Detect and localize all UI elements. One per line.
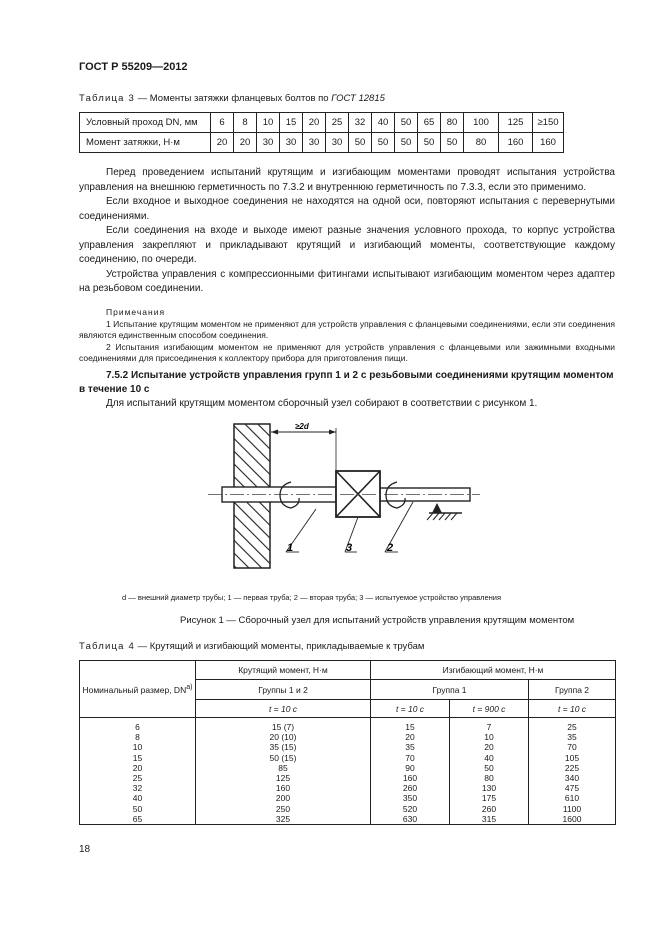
table3-cell: 30 [257, 133, 280, 153]
table3-cell: 30 [303, 133, 326, 153]
table4-cell: 20 [371, 732, 450, 742]
table3-cell: 125 [499, 113, 533, 133]
table4-cell: 10 [80, 742, 196, 752]
table4-cell: 85 [196, 763, 371, 773]
table3-cell: 50 [395, 113, 418, 133]
table4-cell: 50 (15) [196, 753, 371, 763]
section-text [79, 397, 615, 412]
table-row [80, 793, 616, 803]
table4-body [80, 718, 616, 825]
table4-cell: 200 [196, 793, 371, 803]
table3-cell: 30 [326, 133, 349, 153]
table-row [80, 804, 616, 814]
table4-cell: 475 [529, 783, 616, 793]
paragraph: Устройства управления с компрессионными фитингами испытывают изгибающим моментом через адаптер на резьбовом соединении. [79, 268, 615, 294]
table4-cell: 15 [80, 753, 196, 763]
note-item: 1 Испытание крутящим моментом не применяют для устройств управления с фланцевыми соединениями, если эти соединения являются единственным способом соединения. [79, 318, 615, 340]
table4-header-time: t = 10 с [196, 700, 371, 718]
table4-cell: 630 [371, 814, 450, 825]
dimension-arrow [271, 430, 278, 435]
table4-header-torque: Крутящий момент, Н·м [196, 661, 371, 680]
table4-cell: 90 [371, 763, 450, 773]
dimension-arrow [329, 430, 336, 435]
notes-block [79, 307, 615, 365]
table3-cell: 8 [234, 113, 257, 133]
table3-cell: 40 [372, 113, 395, 133]
table4-header-group2: Группа 2 [529, 680, 616, 700]
support-triangle [432, 503, 442, 513]
table4-header-bending: Изгибающий момент, Н·м [371, 661, 616, 680]
table4-cell: 1100 [529, 804, 616, 814]
table-row [80, 753, 616, 763]
table4-cell: 125 [196, 773, 371, 783]
table4-cell: 80 [450, 773, 529, 783]
table4-cell: 1600 [529, 814, 616, 825]
table3-caption [79, 93, 385, 104]
table4-cell: 340 [529, 773, 616, 783]
table4-cell: 35 [371, 742, 450, 752]
table4-cell: 40 [80, 793, 196, 803]
table-row [80, 773, 616, 783]
table4-cell: 610 [529, 793, 616, 803]
notes-title: Примечания [106, 307, 166, 317]
table4-cell: 520 [371, 804, 450, 814]
table4-cell: 260 [450, 804, 529, 814]
document-header: ГОСТ Р 55209—2012 [79, 61, 188, 73]
table4-cell: 50 [80, 804, 196, 814]
table4-header-dn: Номинальный размер, DN$^{a)}$ [80, 661, 196, 718]
table4-cell: 50 [450, 763, 529, 773]
table3-cell: 100 [464, 113, 499, 133]
table3-row-label: Момент затяжки, Н·м [80, 133, 211, 153]
table4-header-row [80, 661, 616, 680]
table3-cell: 20 [211, 133, 234, 153]
table3 [79, 112, 564, 153]
paragraph: Перед проведением испытаний крутящим и изгибающим моментами проводят испытания устройства управления на внешнюю герметичность по 7.3.2 и внутреннюю герметичность по 7.3.3, если это применимо. [79, 167, 615, 193]
dimension-label: ≥2d [295, 422, 309, 431]
table3-cell: 65 [418, 113, 441, 133]
table3-cell: 50 [418, 133, 441, 153]
table4-caption-label: Таблица 4 [79, 641, 135, 652]
table3-cell: 50 [441, 133, 464, 153]
paragraph: Для испытаний крутящим моментом сборочный узел собирают в соответствии с рисунком 1. [106, 398, 538, 409]
table4-caption-text: — Крутящий и изгибающий моменты, прикладываемые к трубам [134, 641, 425, 652]
table4-cell: 40 [450, 753, 529, 763]
table4-cell: 20 [450, 742, 529, 752]
table4-cell: 20 (10) [196, 732, 371, 742]
table3-caption-ref: ГОСТ 12815 [331, 93, 385, 104]
table4 [79, 660, 616, 825]
table4-cell: 160 [371, 773, 450, 783]
table4-cell: 105 [529, 753, 616, 763]
table3-cell: ≥150 [533, 113, 564, 133]
table-row [80, 732, 616, 742]
support-hatching [427, 513, 457, 520]
figure-1-drawing [200, 418, 490, 578]
table4-cell: 130 [450, 783, 529, 793]
table-row [80, 814, 616, 825]
table3-cell: 80 [464, 133, 499, 153]
table4-header-time: t = 10 с [371, 700, 450, 718]
table4-cell: 325 [196, 814, 371, 825]
table3-cell: 160 [499, 133, 533, 153]
table4-cell: 225 [529, 763, 616, 773]
figure-label-1: 1 [287, 542, 294, 554]
note-item: 2 Испытания изгибающим моментом не применяют для устройств управления с фланцевыми или зажимными входными соединениями для присоединения к коллектору прибора для приготовления пищи. [79, 341, 615, 363]
table4-cell: 25 [80, 773, 196, 783]
table4-cell: 15 (7) [196, 718, 371, 733]
table3-row-label: Условный проход DN, мм [80, 113, 211, 133]
section-heading: 7.5.2 Испытание устройств управления групп 1 и 2 с резьбовыми соединениями крутящим моментом в течение 10 с [79, 370, 614, 395]
table3-cell: 80 [441, 113, 464, 133]
table4-cell: 350 [371, 793, 450, 803]
table4-cell: 32 [80, 783, 196, 793]
figure-label-3: 3 [346, 542, 353, 554]
table4-cell: 160 [196, 783, 371, 793]
table3-caption-label: Таблица 3 [79, 93, 135, 104]
table3-cell: 32 [349, 113, 372, 133]
table3-cell: 50 [395, 133, 418, 153]
table3-cell: 20 [303, 113, 326, 133]
table4-cell: 20 [80, 763, 196, 773]
table4-cell: 65 [80, 814, 196, 825]
table3-caption-text: — Моменты затяжки фланцевых болтов по [134, 93, 332, 104]
table3-row-torque [80, 133, 564, 153]
table3-cell: 50 [349, 133, 372, 153]
table-row [80, 718, 616, 733]
table4-header-time: t = 10 с [529, 700, 616, 718]
table4-cell: 175 [450, 793, 529, 803]
figure-label-2: 2 [387, 542, 394, 554]
table4-cell: 70 [371, 753, 450, 763]
table4-header-time: t = 900 с [450, 700, 529, 718]
table4-cell: 7 [450, 718, 529, 733]
table3-cell: 20 [234, 133, 257, 153]
table3-cell: 25 [326, 113, 349, 133]
figure-legend: d — внешний диаметр трубы; 1 — первая труба; 2 — вторая труба; 3 — испытуемое устройство управления [122, 593, 502, 602]
table4-cell: 15 [371, 718, 450, 733]
body-text [79, 166, 615, 297]
table4-header-group12: Группы 1 и 2 [196, 680, 371, 700]
table4-caption [79, 641, 424, 652]
table4-cell: 35 (15) [196, 742, 371, 752]
table4-cell: 6 [80, 718, 196, 733]
table4-cell: 10 [450, 732, 529, 742]
table4-cell: 35 [529, 732, 616, 742]
figure-caption: Рисунок 1 — Сборочный узел для испытаний устройств управления крутящим моментом [180, 615, 575, 626]
table4-cell: 260 [371, 783, 450, 793]
table4-header-group1: Группа 1 [371, 680, 529, 700]
paragraph: Если соединения на входе и выходе имеют разные значения условного прохода, то корпус устройства управления закрепляют и прикладывают крутящий и изгибающий моменты, соответствующие каждому соединению, по очереди. [79, 225, 615, 265]
table4-cell: 70 [529, 742, 616, 752]
table-row [80, 763, 616, 773]
table4-cell: 250 [196, 804, 371, 814]
table3-cell: 50 [372, 133, 395, 153]
table3-cell: 6 [211, 113, 234, 133]
table4-cell: 315 [450, 814, 529, 825]
table3-cell: 10 [257, 113, 280, 133]
table4-cell: 25 [529, 718, 616, 733]
page-number: 18 [79, 844, 91, 855]
table3-row-dn [80, 113, 564, 133]
table3-cell: 30 [280, 133, 303, 153]
table3-cell: 15 [280, 113, 303, 133]
table4-cell: 8 [80, 732, 196, 742]
table3-cell: 160 [533, 133, 564, 153]
table-row [80, 742, 616, 752]
paragraph: Если входное и выходное соединения не находятся на одной оси, повторяют испытания с перевернутыми соединениями. [79, 196, 615, 222]
table-row [80, 783, 616, 793]
